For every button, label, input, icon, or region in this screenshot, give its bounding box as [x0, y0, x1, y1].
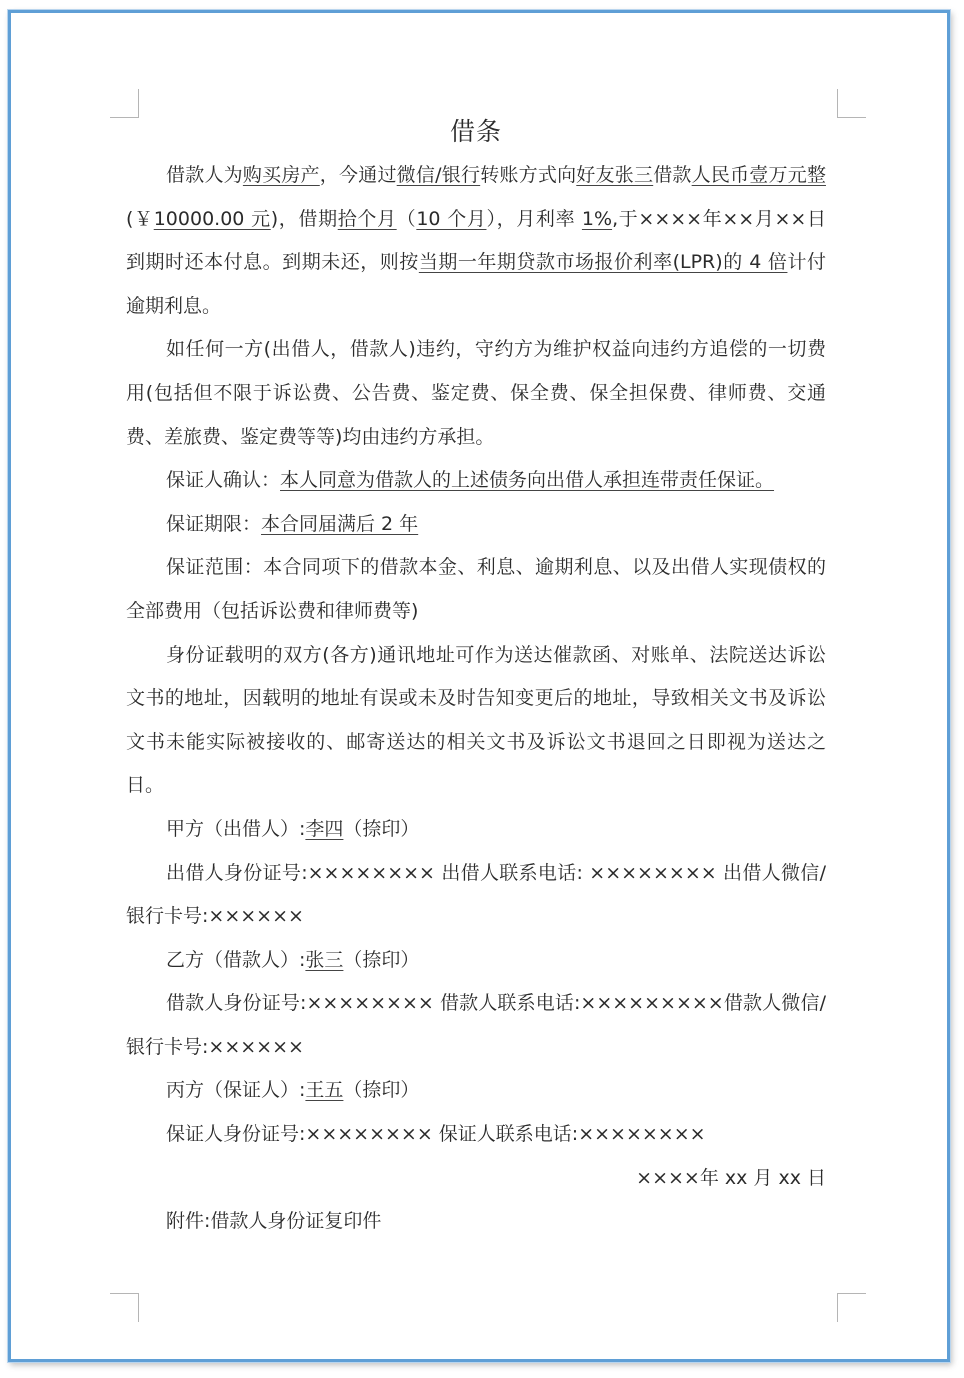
party-c-info: 保证人身份证号:×××××××× 保证人联系电话:××××××××: [166, 1123, 706, 1146]
party-a-line: 甲方（出借人）:李四（捺印）: [166, 817, 420, 840]
party-b-line: 乙方（借款人）:张三（捺印）: [166, 948, 420, 971]
party-b-info: 借款人身份证号:×××××××× 借款人联系电话:×××××××××借款人微信/银行卡号:××××××: [126, 992, 826, 1058]
party-c-line: 丙方（保证人）:王五（捺印）: [166, 1079, 420, 1102]
party-a-info: 出借人身份证号:×××××××× 出借人联系电话: ×××××××× 出借人微信/银行卡号:××××××: [126, 861, 826, 928]
document-title: 借条: [449, 117, 502, 146]
guarantor-confirmation: 保证人确认：本人同意为借款人的上述债务向出借人承担连带责任保证。: [166, 469, 775, 492]
document-date: ××××年 xx 月 xx 日: [636, 1166, 826, 1189]
service-address-paragraph: 身份证载明的双方(各方)通讯地址可作为送达催款函、对账单、法院送达诉讼文书的地址，因载明的地址有误或未及时告知变更后的地址，导致相关文书及诉讼文书未能实际被接收的、邮寄送达的相关文书及诉讼文书退回之日即视为送达之日。: [126, 643, 826, 797]
breach-costs-paragraph: 如任何一方(出借人，借款人)违约，守约方为维护权益向违约方追偿的一切费用(包括但不限于诉讼费、公告费、鉴定费、保全费、保全担保费、律师费、交通费、差旅费、鉴定费等等)均由违约方承担。: [126, 338, 826, 448]
loan-terms-paragraph: 借款人为购买房产，今通过微信/银行转账方式向好友张三借款人民币壹万元整(￥10000.00 元)，借期拾个月（10 个月），月利率 1%,于××××年××月××日到期时还本付息。到期未还，则按当期一年期贷款市场报价利率(LPR)的 4 倍计付逾期利息。: [126, 164, 826, 317]
document-body[interactable]: [126, 110, 826, 1244]
margin-mark-bottom-left: [110, 1293, 139, 1322]
guarantee-scope-paragraph: 保证范围：本合同项下的借款本金、利息、逾期利息、以及出借人实现债权的全部费用（包括诉讼费和律师费等): [126, 556, 826, 622]
margin-mark-top-right: [837, 89, 866, 118]
margin-mark-bottom-right: [837, 1293, 866, 1322]
attachment-note: 附件:借款人身份证复印件: [166, 1210, 382, 1233]
guarantee-period: 保证期限：本合同届满后 2 年: [166, 512, 419, 535]
